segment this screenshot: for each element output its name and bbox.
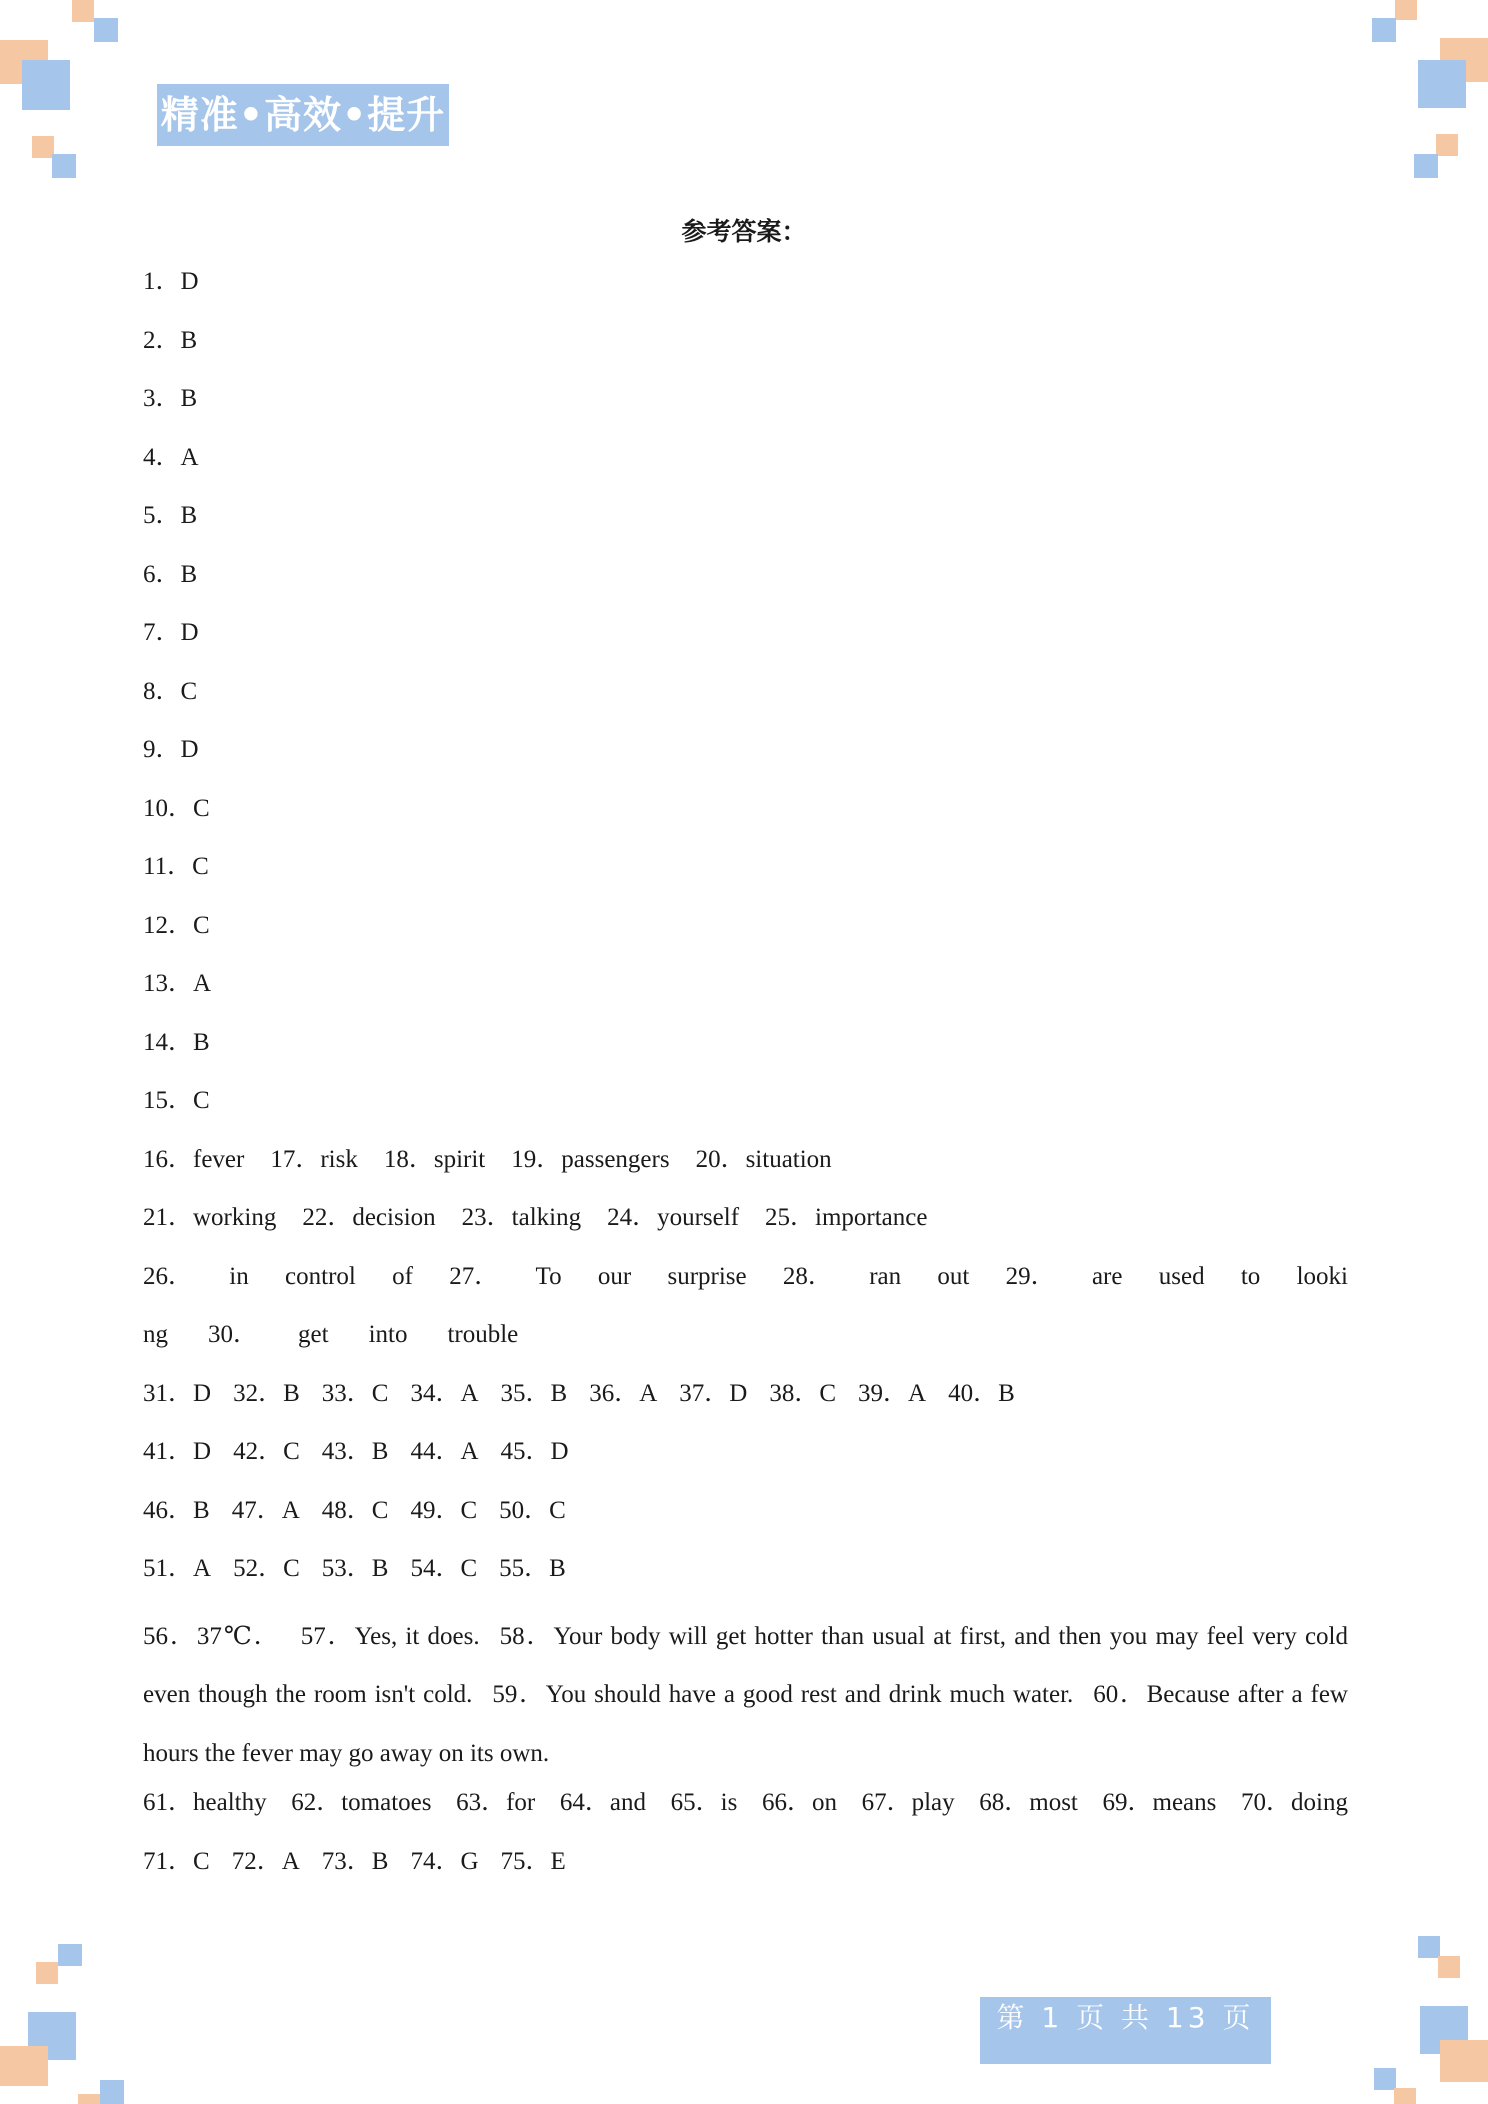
answer-item: to (1240, 1262, 1261, 1290)
answer-item: 24．yourself (607, 1204, 740, 1231)
answer-row-61 (143, 1783, 1348, 1842)
answer-item: into (368, 1321, 408, 1348)
answer-item: 39．A (858, 1379, 927, 1407)
answer-item: 64．and (559, 1789, 646, 1816)
answer-item: 58．Your body will get hotter than usual at first, and then you may feel very cold even though the room isn't cold. (143, 1622, 1348, 1708)
answer-item: 62．tomatoes (291, 1789, 432, 1816)
answer-item: 35．B (500, 1379, 568, 1407)
answer-line: 4．A (143, 443, 199, 471)
answer-row-26-continued (143, 1315, 1348, 1374)
answer-item: 50．C (499, 1496, 566, 1524)
answer-item: 40．B (948, 1379, 1015, 1407)
answer-item: ran (869, 1262, 902, 1290)
answer-item: 74．G (410, 1847, 479, 1875)
answer-item: 55．B (499, 1555, 566, 1582)
answer-item: of (392, 1262, 413, 1290)
answer-item: 66．on (761, 1789, 837, 1816)
answer-item: 61．healthy (143, 1789, 267, 1816)
answer-item: 48．C (321, 1496, 389, 1524)
answer-item: 23．talking (461, 1204, 582, 1231)
answer-item: 73．B (321, 1847, 389, 1875)
answer-item: 63．for (456, 1789, 536, 1816)
answer-item: 33．C (321, 1379, 389, 1407)
answer-item: 17．risk (270, 1145, 358, 1173)
answer-item: are (1091, 1262, 1123, 1290)
page-title: 参考答案： (681, 217, 807, 246)
answer-item: 32．B (233, 1379, 300, 1407)
answer-row-26 (143, 1257, 1348, 1316)
answer-row-31 (143, 1374, 1348, 1433)
answer-list (143, 262, 1348, 1900)
answer-item: 75．E (500, 1847, 566, 1875)
answer-line: 12．C (143, 911, 210, 939)
answer-item: our (597, 1262, 632, 1290)
answer-item: 53．B (321, 1555, 389, 1582)
answer-line: 14．B (143, 1028, 210, 1056)
answer-item: 44．A (410, 1438, 479, 1465)
answer-line: 9．D (143, 736, 199, 763)
answer-item: trouble (447, 1321, 519, 1348)
answer-row-46 (143, 1491, 1348, 1550)
answer-line: 15．C (143, 1087, 210, 1114)
answer-line: 13．A (143, 970, 212, 997)
answer-item: in (229, 1262, 249, 1290)
answer-item: 42．C (233, 1438, 300, 1465)
answer-item: 31．D (143, 1379, 212, 1407)
answer-item: get (298, 1321, 329, 1348)
answer-item: 28． (782, 1262, 833, 1290)
answer-item: 41．D (143, 1438, 212, 1465)
answer-item: 65．is (670, 1789, 738, 1816)
answer-line: 2．B (143, 326, 198, 354)
answer-item: 59．You should have a good rest and drink much water. (492, 1681, 1074, 1708)
answer-item: 20．situation (695, 1145, 832, 1173)
answer-line: 5．B (143, 502, 198, 529)
answer-item: 72．A (231, 1847, 300, 1875)
answer-item: 27． (449, 1262, 500, 1290)
answer-item: 68．most (979, 1789, 1078, 1816)
answer-item: 70．doing (1241, 1789, 1348, 1816)
page-number-footer: 第 1 页 共 13 页 (980, 1997, 1271, 2064)
answer-line: 8．C (143, 677, 198, 705)
answer-item: 60．Because after a few hours the fever may go away on its own. (143, 1681, 1348, 1767)
answer-item: 18．spirit (383, 1145, 486, 1173)
answer-item: 45．D (500, 1438, 569, 1465)
answer-item: 16．fever (143, 1145, 245, 1173)
answer-line: 7．D (143, 619, 199, 646)
answer-line: 1．D (143, 268, 199, 295)
answer-item: used (1158, 1262, 1205, 1290)
answer-paragraph-56 (143, 1608, 1348, 1784)
answer-item: 38．C (769, 1379, 836, 1407)
answer-line: 3．B (143, 385, 198, 412)
answer-item: 22．decision (302, 1204, 436, 1231)
answer-item: 52．C (233, 1555, 300, 1582)
answer-item: 34．A (410, 1379, 479, 1407)
answer-item: control (285, 1262, 356, 1290)
answer-item: 26． (143, 1262, 194, 1290)
answer-item: looki (1296, 1262, 1348, 1290)
answer-item: 54．C (410, 1555, 478, 1582)
answer-line: 6．B (143, 560, 198, 588)
answer-item: 37．D (679, 1379, 748, 1407)
answer-line: 11．C (143, 853, 209, 880)
answer-row-16 (143, 1140, 1348, 1199)
answer-item: ng (143, 1321, 168, 1348)
answer-item: 19．passengers (511, 1145, 670, 1173)
answer-item: surprise (667, 1262, 747, 1290)
answer-item: 43．B (321, 1438, 389, 1465)
answer-item: 57．Yes, it does. (300, 1622, 480, 1650)
answer-item: out (937, 1262, 970, 1290)
answer-item: 21．working (143, 1204, 277, 1231)
answer-row-41 (143, 1432, 1348, 1491)
answer-item: To (535, 1262, 562, 1290)
answer-item: 69．means (1102, 1789, 1217, 1816)
answer-row-21 (143, 1198, 1348, 1257)
answer-line: 10．C (143, 794, 210, 822)
answer-item: 71．C (143, 1847, 210, 1875)
answer-item: 25．importance (765, 1204, 928, 1231)
single-answers (143, 262, 1348, 1140)
header-banner: 精准•高效•提升 (157, 84, 449, 146)
answer-row-71 (143, 1842, 1348, 1901)
answer-item: 51．A (143, 1555, 212, 1582)
answer-item: 56．37℃． (143, 1622, 281, 1650)
answer-item: 46．B (143, 1496, 210, 1524)
answer-item: 36．A (589, 1379, 658, 1407)
answer-item: 67．play (861, 1789, 955, 1816)
answer-item: 29． (1005, 1262, 1056, 1290)
answer-item: 47．A (231, 1496, 300, 1524)
answer-item: 30． (208, 1321, 259, 1348)
answer-item: 49．C (410, 1496, 478, 1524)
answer-row-51 (143, 1549, 1348, 1608)
